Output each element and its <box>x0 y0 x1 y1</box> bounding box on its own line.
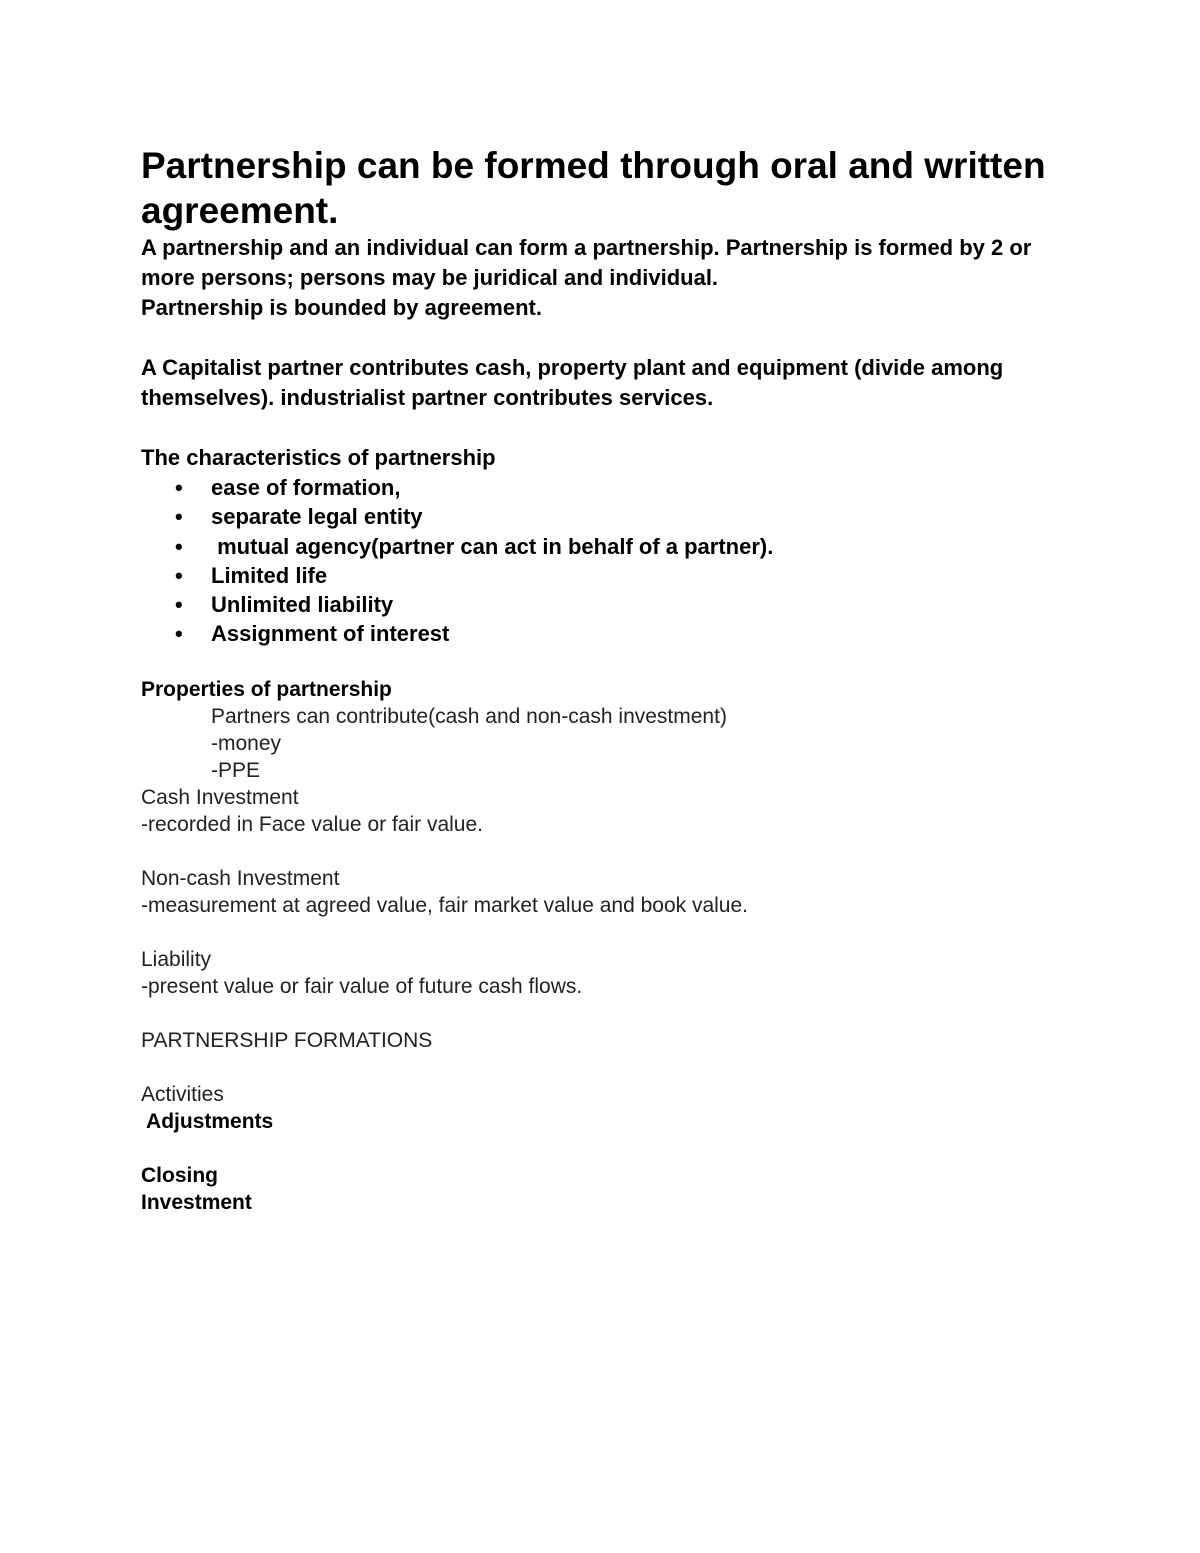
list-item-text: Unlimited liability <box>211 592 394 618</box>
bullet-icon: • <box>175 533 183 559</box>
list-item-text: ease of formation, <box>211 475 401 500</box>
characteristics-list <box>141 473 1071 649</box>
intro-paragraph: A partnership and an individual can form a partnership. Partnership is formed by 2 or more persons; persons may be juridical and individual. <box>141 235 1032 290</box>
activities-heading: Activities <box>141 1082 224 1106</box>
properties-ppe: -PPE <box>211 758 261 782</box>
document-title: Partnership can be formed through oral and written agreement. <box>141 145 1046 231</box>
list-item <box>141 502 1071 531</box>
noncash-investment-heading: Non-cash Investment <box>141 866 340 890</box>
list-item-text: separate legal entity <box>211 504 423 530</box>
list-item <box>141 619 1071 648</box>
list-item-text: Assignment of interest <box>211 621 450 647</box>
closing-label: Closing <box>141 1163 218 1187</box>
properties-heading: Properties of partnership <box>141 677 392 701</box>
capitalist-paragraph: A Capitalist partner contributes cash, property plant and equipment (divide among themselves). industrialist partner contributes services. <box>141 355 1004 410</box>
bullet-icon: • <box>175 562 183 588</box>
liability-heading: Liability <box>141 947 212 971</box>
list-item-text: Limited life <box>211 562 328 588</box>
bullet-icon: • <box>175 504 183 530</box>
list-item <box>141 532 1071 561</box>
cash-investment-heading: Cash Investment <box>141 785 299 809</box>
bullet-icon: • <box>175 621 183 647</box>
document-body <box>141 143 1071 1216</box>
intro-paragraph: Partnership is bounded by agreement. <box>141 295 542 320</box>
list-item <box>141 473 1071 502</box>
liability-detail: -present value or fair value of future cash flows. <box>141 974 583 998</box>
investment-label: Investment <box>141 1190 252 1214</box>
noncash-investment-detail: -measurement at agreed value, fair market value and book value. <box>141 893 749 917</box>
cash-investment-detail: -recorded in Face value or fair value. <box>141 812 483 836</box>
properties-contribute: Partners can contribute(cash and non-cash investment) <box>211 704 727 728</box>
list-item <box>141 590 1071 619</box>
list-item-text: mutual agency(partner can act in behalf of a partner). <box>211 533 774 559</box>
list-item <box>141 561 1071 590</box>
bullet-icon: • <box>175 592 183 618</box>
intro-section <box>141 233 1071 323</box>
adjustments-label: Adjustments <box>141 1109 274 1133</box>
bullet-icon: • <box>175 475 183 500</box>
characteristics-heading: The characteristics of partnership <box>141 445 496 470</box>
formations-heading: PARTNERSHIP FORMATIONS <box>141 1028 433 1052</box>
properties-money: -money <box>211 731 282 755</box>
